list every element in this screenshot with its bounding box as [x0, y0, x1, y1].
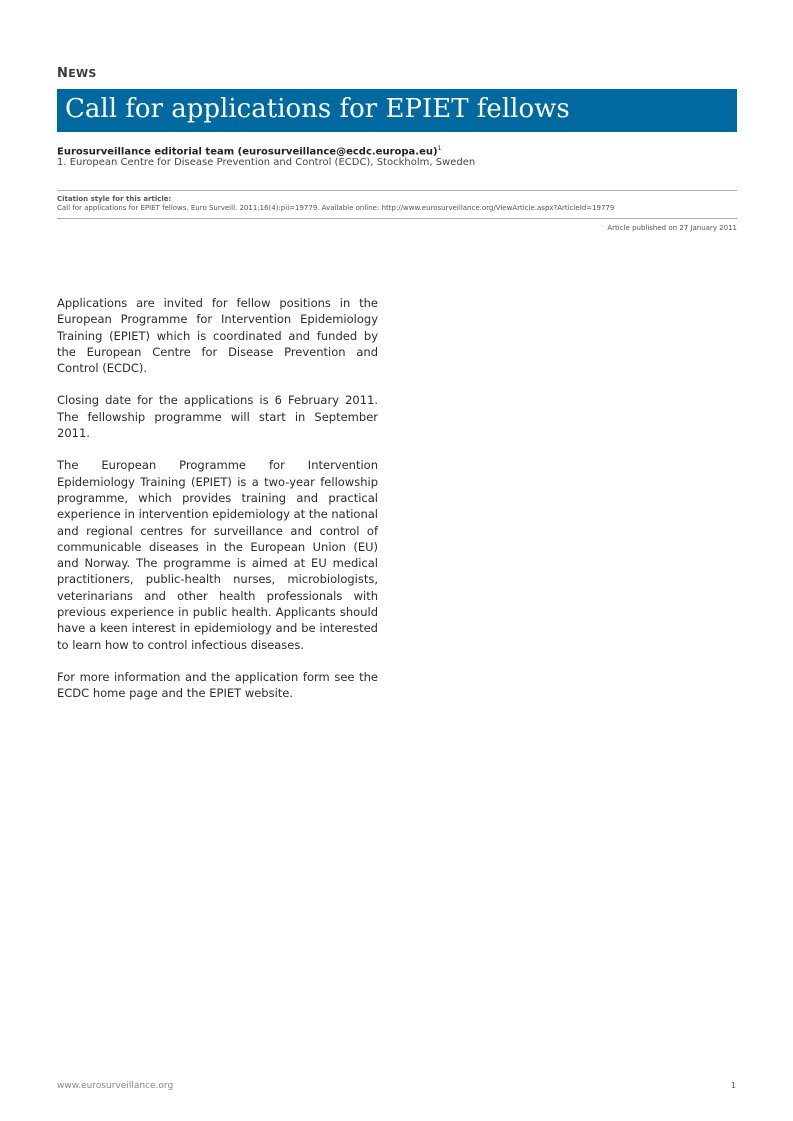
- section-label-rest: EWS: [68, 67, 97, 80]
- citation-bottom-divider: [57, 218, 737, 219]
- citation-top-divider: [57, 190, 737, 191]
- page-number: 1: [730, 1081, 736, 1090]
- article-title: Call for applications for EPIET fellows: [65, 94, 570, 124]
- body-paragraph: Applications are invited for fellow positions in the European Programme for Intervention Epidemiology Training (EPIET) which is coordinated and funded by the European Centre for Disease Prevention and Control (ECDC).: [57, 296, 378, 376]
- section-label: [57, 66, 97, 81]
- article-body: [57, 295, 378, 718]
- section-label-initial: N: [57, 66, 69, 81]
- affiliation: 1. European Centre for Disease Prevention and Control (ECDC), Stockholm, Sweden: [57, 157, 476, 168]
- citation-heading: Citation style for this article:: [57, 195, 172, 203]
- body-paragraph: Closing date for the applications is 6 February 2011. The fellowship programme will start in September 2011.: [57, 393, 378, 441]
- footer-url[interactable]: www.eurosurveillance.org: [57, 1081, 174, 1091]
- published-date: Article published on 27 January 2011: [607, 224, 737, 232]
- citation-text: Call for applications for EPIET fellows. Euro Surveill. 2011;16(4):pii=19779. Available online: http://www.eurosurveillance.org/ViewArticle.aspx?ArticleId=19779: [57, 204, 615, 212]
- body-paragraph: For more information and the application form see the ECDC home page and the EPIET website.: [57, 669, 378, 701]
- author-line: [57, 145, 441, 157]
- affiliation-marker: 1: [437, 145, 442, 152]
- author-name[interactable]: Eurosurveillance editorial team (eurosurveillance@ecdc.europa.eu): [57, 146, 438, 158]
- title-banner: [57, 89, 737, 132]
- body-paragraph: The European Programme for Intervention Epidemiology Training (EPIET) is a two-year fellowship programme, which provides training and practical experience in intervention epidemiology at the national and regional centres for surveillance and control of communicable diseases in the European Union (EU) and Norway. The programme is aimed at EU medical practitioners, public-health nurses, microbiologists, veterinarians and other health professionals with previous experience in public health. Applicants should have a keen interest in epidemiology and be interested to learn how to control infectious diseases.: [57, 458, 378, 652]
